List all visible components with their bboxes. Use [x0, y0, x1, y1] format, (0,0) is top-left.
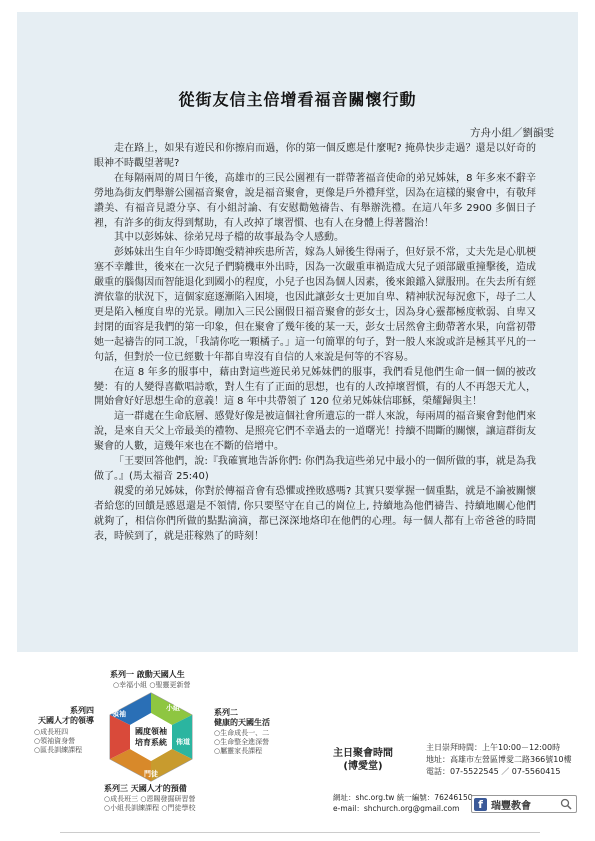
divider: [60, 832, 540, 833]
paragraph: 在這 8 年多的服事中，藉由對這些遊民弟兄姊妹們的服事，我們看見他們生命一個一個的被改變：有的人變得喜歡唱詩歌，對人生有了正面的思想，也有的人改掉壞習慣，有的人不再怨天尤人，開始會好好思想生命的意義！這 8 年中共帶領了 120 位弟兄姊妹信耶穌，榮耀歸與主！: [94, 366, 536, 408]
training-diagram: [20, 666, 280, 812]
series-bottom-sub: ○成長班三 ○恩賜發掘研習營 ○小組長訓練課程 ○門徒學校: [104, 795, 196, 812]
article-author: 方舟小組／劉韻雯: [470, 127, 554, 139]
seg-label-bottom: 門徒: [144, 770, 158, 778]
seg-label-right: 佈道: [176, 738, 190, 746]
seg-label-tl: 領袖: [112, 710, 126, 718]
paragraph: 親愛的弟兄姊妹，你對於傳福音會有恐懼或挫敗感嗎? 其實只要掌握一個重點，就是不論被關懷者給您的回饋是感恩還是不領情, 你只要堅守在自己的崗位上, 持續地為他們禱告、持續地關心他們就夠了，相信你們所做的點點滴滴，都已深深地烙印在他們的心理。每一個人都有上帝爸爸的時間表，時候到了，就是莊稼熟了的時刻！: [94, 485, 536, 542]
email[interactable]: e-mail：shchurch.org@gmail.com: [333, 804, 460, 813]
article-panel: [17, 12, 578, 652]
service-name: 主日聚會時間 (博愛堂): [333, 748, 393, 772]
contact-info: [333, 792, 473, 814]
series-right-sub: ○生命成長一、二 ○生命整全進深營 ○屬靈家長課程: [214, 729, 270, 755]
series-right-title: 系列二 健康的天國生活: [214, 708, 270, 727]
service-info: [426, 742, 571, 778]
series-left-sub: ○成長班四 ○領袖資身營 ○區長訓練課程: [34, 728, 83, 754]
footer: [0, 652, 595, 841]
series-top-sub: ○幸福小組 ○聖靈更新營: [113, 681, 191, 689]
series-bottom-title: 系列三 天國人才的預備: [104, 784, 187, 793]
paragraph: 其中以彭姊妹、徐弟兄母子檔的故事最為令人感動。: [114, 232, 344, 244]
seg-label-tr: 小組: [166, 704, 180, 712]
article-title: 從街友信主倍增看福音關懷行動: [178, 90, 417, 109]
service-time: 主日崇拜時間：上午10:00－12:00時: [426, 743, 561, 752]
website[interactable]: 網址：shc.org.tw 統一編號：76246150: [333, 793, 473, 802]
paragraph: 在每隔兩周的周日午後，高雄市的三民公園裡有一群帶著福音使命的弟兄姊妹，8 年多來不辭辛勞地為街友們舉辦公園福音聚會，說是福音聚會，更像是戶外禮拜堂，因為在這樣的聚會中，有敬拜讚美、有福音見證分享、有小組討論、有安慰勸勉禱告、有舉辦洗禮。在這八年多 2900 多個日子裡，有許多的街友得到幫助，有人改掉了壞習慣、也有人在身體上得著醫治！: [94, 172, 536, 229]
phone: 電話：07-5522545 ／ 07-5560415: [426, 767, 561, 776]
paragraph: 「王要回答他們，說:『我確實地告訴你們: 你們為我這些弟兄中最小的一個所做的事，就是為我做了。』(馬太福音 25:40): [94, 456, 536, 482]
search-icon[interactable]: [560, 798, 572, 810]
paragraph: 這一群處在生命底層、感覺好像是被這個社會所遺忘的一群人來說，每兩周的福音聚會對他們來說，是來自天父上帝最美的禮物、是照亮它們不幸過去的一道曙光！持續不間斷的關懷，讓這群街友聚會的人數，這幾年來也在不斷的倍增中。: [94, 411, 536, 453]
paragraph: 走在路上，如果有遊民和你擦肩而過，你的第一個反應是什麼呢? 掩鼻快步走過？還是以好奇的眼神不時觀望著呢?: [94, 143, 536, 169]
facebook-search-box[interactable]: [471, 795, 577, 813]
series-left-title: 系列四 天國人才的領導: [38, 706, 94, 725]
paragraph: 彭姊妹出生自年少時即飽受精神疾患所苦，嫁為人婦後生得兩子，但好景不常，丈夫先是心肌梗塞不幸離世，後來在一次兒子們騎機車外出時，因為一次嚴重車禍造成大兒子頭部嚴重撞擊後，造成嚴重的腦傷因而智能退化到國小的程度，小兒子也因為個人因素，後來鋃鐺入獄服刑。在失去所有經濟依靠的狀況下，這個家庭逐漸陷入困境，也因此讓彭女士更加自卑、精神狀況每況愈下，母子二人更是陷入極度自卑的光景。剛加入三民公園假日福音聚會的彭女士，因為身心靈都極度軟弱、自卑又封閉的面容是我們的第一印象，但在聚會了幾年後的某一天，彭女士居然會主動帶著水果，向當初帶她一起禱告的同工說，「我請你吃一顆橘子。」這一句簡單的句子，對一般人來說或許是極其平凡的一句話，但對於一位已經數十年都自卑沒有自信的人來說是何等的不容易。: [94, 247, 536, 363]
facebook-label: 瑞豐教會: [491, 800, 531, 812]
article-body: [94, 142, 536, 544]
series-top-title: 系列一 啟動天國人生: [110, 670, 185, 679]
address: 地址：高雄市左營區博愛二路366號10樓: [426, 755, 572, 764]
facebook-icon: f: [474, 798, 487, 811]
center-title: 國度領袖 培育系統: [135, 727, 167, 747]
